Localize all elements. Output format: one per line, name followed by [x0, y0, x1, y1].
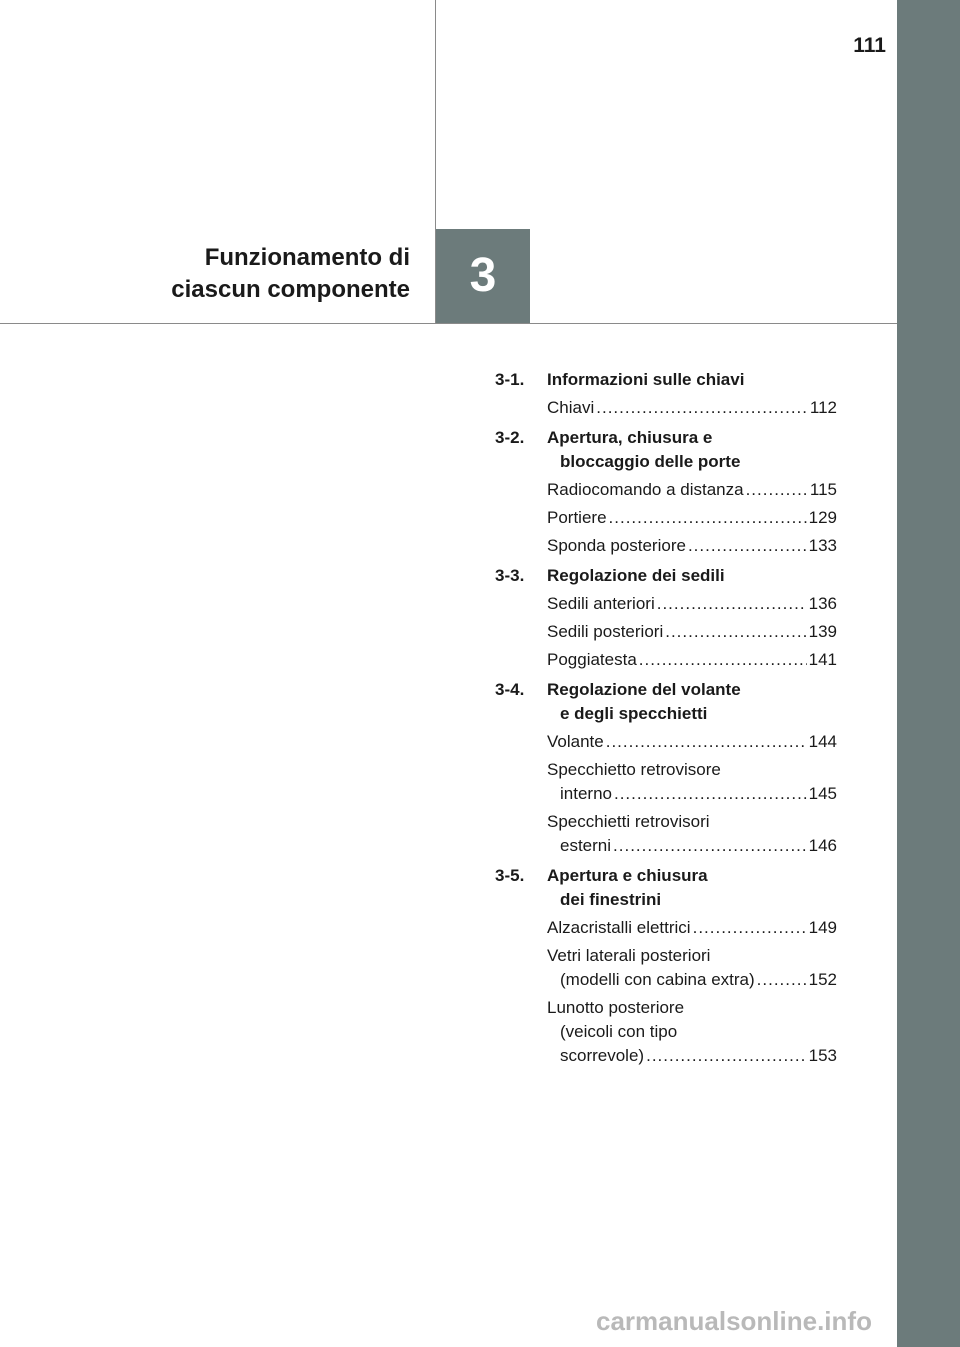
chapter-title	[60, 242, 410, 306]
toc-section-number: 3-4.	[495, 680, 525, 699]
toc-entry-page: 112	[809, 398, 837, 417]
toc-entry-title: Alzacristalli elettrici	[547, 918, 691, 937]
chapter-title-line: Funzionamento di	[204, 244, 410, 271]
toc-section-title	[547, 564, 837, 588]
toc-entry-leader-row	[547, 834, 837, 858]
dot-leader	[596, 396, 808, 420]
horizontal-rule	[0, 323, 897, 324]
dot-leader	[614, 782, 807, 806]
toc-entry-page: 153	[808, 1046, 837, 1065]
toc-section	[495, 368, 837, 420]
dot-leader	[609, 506, 807, 530]
toc-section-heading	[495, 426, 837, 478]
table-of-contents	[495, 368, 837, 1074]
toc-entry-title: Portiere	[547, 508, 607, 527]
toc-entry-page: 144	[808, 732, 837, 751]
toc-section-title-line: bloccaggio delle porte	[560, 452, 741, 471]
toc-section	[495, 864, 837, 1068]
toc-entry-page: 141	[808, 650, 837, 669]
toc-section-heading	[495, 564, 837, 592]
toc-entry-leader-row	[547, 782, 837, 806]
toc-entry-title: (modelli con cabina extra)	[560, 970, 755, 989]
toc-entry-line: Specchietti retrovisori	[547, 812, 710, 831]
toc-entry-title: Poggiatesta	[547, 650, 637, 669]
dot-leader	[646, 1044, 807, 1068]
toc-entry-page: 139	[808, 622, 837, 641]
toc-entry-leader-row	[547, 648, 837, 672]
dot-leader	[665, 620, 806, 644]
dot-leader	[613, 834, 807, 858]
toc-entry[interactable]	[547, 648, 837, 672]
toc-section-title	[547, 678, 837, 726]
toc-section-title-line: Regolazione dei sedili	[547, 566, 725, 585]
toc-entry[interactable]	[547, 730, 837, 754]
chapter-title-line: ciascun componente	[171, 276, 410, 303]
toc-entry-title: Radiocomando a distanza	[547, 480, 744, 499]
dot-leader	[657, 592, 807, 616]
toc-section-number: 3-1.	[495, 370, 525, 389]
toc-section-title-line: Informazioni sulle chiavi	[547, 370, 745, 389]
toc-entry-leader-row	[547, 396, 837, 420]
toc-entry-leader-row	[547, 592, 837, 616]
toc-section-title-line: e degli specchietti	[560, 704, 708, 723]
toc-section-title-line: Regolazione del volante	[547, 680, 741, 699]
dot-leader	[757, 968, 807, 992]
toc-entry[interactable]	[547, 506, 837, 530]
toc-entry-line: (veicoli con tipo	[560, 1022, 678, 1041]
toc-entry-title: Volante	[547, 732, 604, 751]
toc-section-number: 3-2.	[495, 428, 525, 447]
chapter-number-box: 3	[436, 229, 530, 323]
toc-entry[interactable]	[547, 944, 837, 992]
dot-leader	[693, 916, 807, 940]
toc-entry[interactable]	[547, 996, 837, 1068]
watermark: carmanualsonline.info	[596, 1306, 872, 1336]
toc-entry[interactable]	[547, 592, 837, 616]
toc-section-title	[547, 864, 837, 912]
toc-entry-page: 115	[809, 480, 837, 499]
toc-section-heading	[495, 864, 837, 916]
toc-entry-leader-row	[547, 478, 837, 502]
toc-entry-page: 136	[808, 594, 837, 613]
toc-section	[495, 678, 837, 858]
toc-section-title-line: dei finestrini	[560, 890, 662, 909]
toc-entry-title: Sedili anteriori	[547, 594, 655, 613]
dot-leader	[639, 648, 807, 672]
toc-section-number: 3-5.	[495, 866, 525, 885]
toc-entry-title: scorrevole)	[560, 1046, 645, 1065]
dot-leader	[606, 730, 807, 754]
toc-entry-leader-row	[547, 730, 837, 754]
toc-entry-leader-row	[547, 620, 837, 644]
toc-section-heading	[495, 678, 837, 730]
toc-entry-title: interno	[560, 784, 612, 803]
toc-entry[interactable]	[547, 758, 837, 806]
toc-section-title-line: Apertura e chiusura	[547, 866, 708, 885]
toc-section	[495, 426, 837, 558]
toc-entry-title: Chiavi	[547, 398, 595, 417]
toc-entry-page: 152	[808, 970, 837, 989]
dot-leader	[688, 534, 807, 558]
toc-entry-leader-row	[547, 534, 837, 558]
toc-section-heading	[495, 368, 837, 396]
toc-section-title	[547, 368, 837, 392]
toc-entry-title: Sedili posteriori	[547, 622, 664, 641]
toc-entry[interactable]	[547, 916, 837, 940]
toc-entry-leader-row	[547, 506, 837, 530]
toc-entry-title: esterni	[560, 836, 612, 855]
toc-entry-leader-row	[547, 968, 837, 992]
toc-entry[interactable]	[547, 810, 837, 858]
toc-entry-title: Sponda posteriore	[547, 536, 686, 555]
toc-entry[interactable]	[547, 534, 837, 558]
toc-entry-page: 133	[808, 536, 837, 555]
toc-entry-page: 129	[808, 508, 837, 527]
toc-section-title-line: Apertura, chiusura e	[547, 428, 713, 447]
toc-entry-line: Vetri laterali posteriori	[547, 946, 711, 965]
toc-section-number: 3-3.	[495, 566, 525, 585]
toc-entry-page: 145	[808, 784, 837, 803]
toc-entry-page: 149	[808, 918, 837, 937]
toc-entry-line: Lunotto posteriore	[547, 998, 685, 1017]
page-number: 111	[853, 34, 886, 57]
toc-section-title	[547, 426, 837, 474]
toc-entry[interactable]	[547, 478, 837, 502]
toc-entry-leader-row	[547, 1044, 837, 1068]
chapter-side-tab	[897, 0, 960, 1347]
toc-entry[interactable]	[547, 620, 837, 644]
toc-entry-page: 146	[808, 836, 837, 855]
toc-entry-line: Specchietto retrovisore	[547, 760, 721, 779]
toc-section	[495, 564, 837, 672]
dot-leader	[746, 478, 808, 502]
toc-entry[interactable]	[547, 396, 837, 420]
toc-entry-leader-row	[547, 916, 837, 940]
